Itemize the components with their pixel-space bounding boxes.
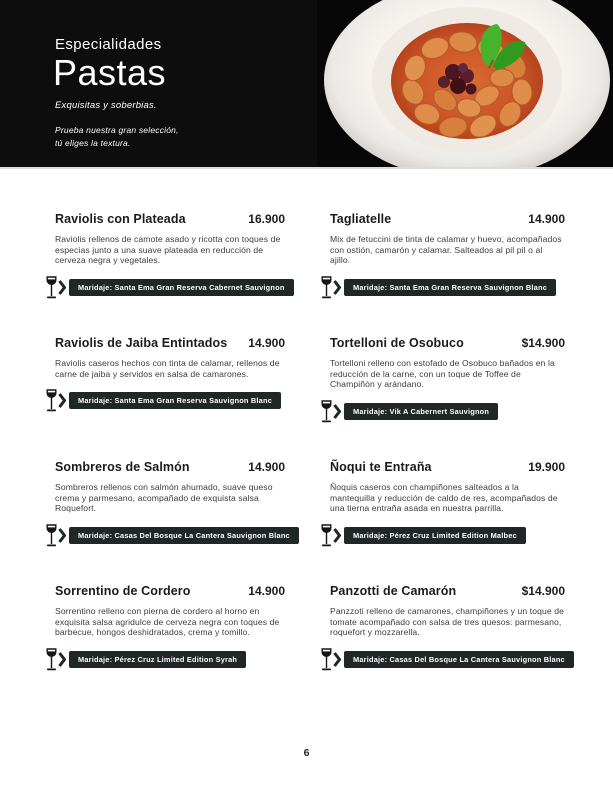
item-description: Panzzoti relleno de camarones, champiñones y un toque de tomate acompañado con salsa de tres quesos: parmesano, roquefort y mozzarella. [330, 606, 564, 638]
wine-pairing [321, 400, 565, 423]
wine-pairing [321, 276, 565, 299]
item-description: Sombreros rellenos con salmón ahumado, suave queso crema y parmesano, acompañado de exquista salsa Roquefort. [55, 482, 273, 514]
tagline-line-2: tú eliges la textura. [55, 137, 131, 148]
tagline-line-1: Prueba nuestra gran selección, [55, 124, 179, 135]
item-head [330, 584, 565, 598]
wine-pairing [46, 389, 285, 412]
item-name: Tagliatelle [330, 212, 392, 226]
header-eyebrow: Especialidades [55, 36, 162, 53]
item-head [55, 460, 285, 474]
wine-glass-icon [321, 400, 332, 423]
item-name: Sorrentino de Cordero [55, 584, 191, 598]
pairing-badge: Maridaje: Casas Del Bosque La Cantera Sauvignon Blanc [69, 527, 299, 545]
item-head [330, 460, 565, 474]
chevron-right-icon [58, 652, 66, 667]
menu-item [55, 212, 285, 336]
pairing-badge: Maridaje: Pérez Cruz Limited Edition Malbec [344, 527, 526, 545]
item-price: 14.900 [528, 212, 565, 226]
item-name: Ñoqui te Entraña [330, 460, 432, 474]
dish-photo [317, 0, 613, 167]
item-price: $14.900 [521, 584, 565, 598]
dish-photo-illustration [317, 0, 613, 167]
item-name: Tortelloni de Osobuco [330, 336, 464, 350]
item-description: Tortelloni relleno con estofado de Osobuco bañados en la reducción de la carne, con un toque de Toffee de Champiñón y arándano. [330, 358, 555, 390]
item-head [55, 212, 285, 226]
chevron-right-icon [58, 528, 66, 543]
item-description: Raviolis rellenos de camote asado y ricotta con toques de especias junto a una suave plateada en reducción de cerveza negra y vegetales. [55, 234, 281, 266]
item-description: Sorrentino relleno con pierna de cordero al horno en exquisita salsa agridulce de cerveza negra con toques de barbecue, hongos deshidratados, crema y tomillo. [55, 606, 280, 638]
chevron-right-icon [58, 393, 66, 408]
pairing-badge: Maridaje: Santa Ema Gran Reserva Cabernet Sauvignon [69, 279, 294, 297]
chevron-right-icon [333, 652, 341, 667]
chevron-right-icon [333, 528, 341, 543]
wine-glass-icon [46, 648, 57, 671]
wine-glass-icon [46, 276, 57, 299]
item-name: Sombreros de Salmón [55, 460, 190, 474]
chevron-right-icon [333, 280, 341, 295]
wine-pairing [321, 524, 565, 547]
chevron-right-icon [58, 280, 66, 295]
header-subtitle: Exquisitas y soberbias. [55, 99, 157, 111]
header-tagline [55, 124, 179, 150]
item-head [55, 584, 285, 598]
item-name: Raviolis con Plateada [55, 212, 186, 226]
header-text [55, 36, 179, 150]
item-name: Raviolis de Jaiba Entintados [55, 336, 228, 350]
pairing-badge: Maridaje: Santa Ema Gran Reserva Sauvignon Blanc [344, 279, 556, 297]
item-head [55, 336, 285, 350]
page-title: Pastas [53, 52, 167, 93]
chevron-right-icon [333, 404, 341, 419]
pairing-badge: Maridaje: Vik A Cabernert Sauvignon [344, 403, 498, 421]
menu-item [330, 336, 565, 460]
wine-glass-icon [46, 389, 57, 412]
item-description: Mix de fetuccini de tinta de calamar y huevo, acompañados con ostión, camarón y calamar. Salteados al pil pil o al ajillo. [330, 234, 562, 266]
wine-glass-icon [321, 648, 332, 671]
wine-pairing [46, 276, 285, 299]
item-price: 14.900 [248, 336, 285, 350]
item-name: Panzotti de Camarón [330, 584, 457, 598]
menu-item [330, 460, 565, 584]
wine-glass-icon [321, 276, 332, 299]
menu-item [55, 584, 285, 708]
menu-item [330, 212, 565, 336]
item-price: 14.900 [248, 460, 285, 474]
item-description: Raviolis caseros hechos con tinta de calamar, rellenos de carne de jaiba y servidos en salsa de camarones. [55, 358, 280, 379]
item-price: 19.900 [528, 460, 565, 474]
item-description: Ñoquis caseros con champiñones salteados a la mantequilla y reducción de caldo de res, acompañados de una tierna entraña asada en nuestra parrilla. [330, 482, 558, 514]
pairing-badge: Maridaje: Santa Ema Gran Reserva Sauvignon Blanc [69, 392, 281, 410]
wine-glass-icon [321, 524, 332, 547]
pairing-badge: Maridaje: Casas Del Bosque La Cantera Sauvignon Blanc [344, 651, 574, 669]
wine-pairing [321, 648, 565, 671]
item-head [330, 336, 565, 350]
item-price: $14.900 [521, 336, 565, 350]
wine-pairing [46, 648, 285, 671]
menu-grid [55, 212, 565, 708]
pairing-badge: Maridaje: Pérez Cruz Limited Edition Syrah [69, 651, 246, 669]
menu-item [330, 584, 565, 708]
item-head [330, 212, 565, 226]
menu-item [55, 460, 290, 584]
item-price: 14.900 [248, 584, 285, 598]
page-number: 6 [303, 747, 310, 759]
item-price: 16.900 [248, 212, 285, 226]
wine-pairing [46, 524, 290, 547]
menu-item [55, 336, 285, 460]
wine-glass-icon [46, 524, 57, 547]
header [0, 0, 613, 169]
